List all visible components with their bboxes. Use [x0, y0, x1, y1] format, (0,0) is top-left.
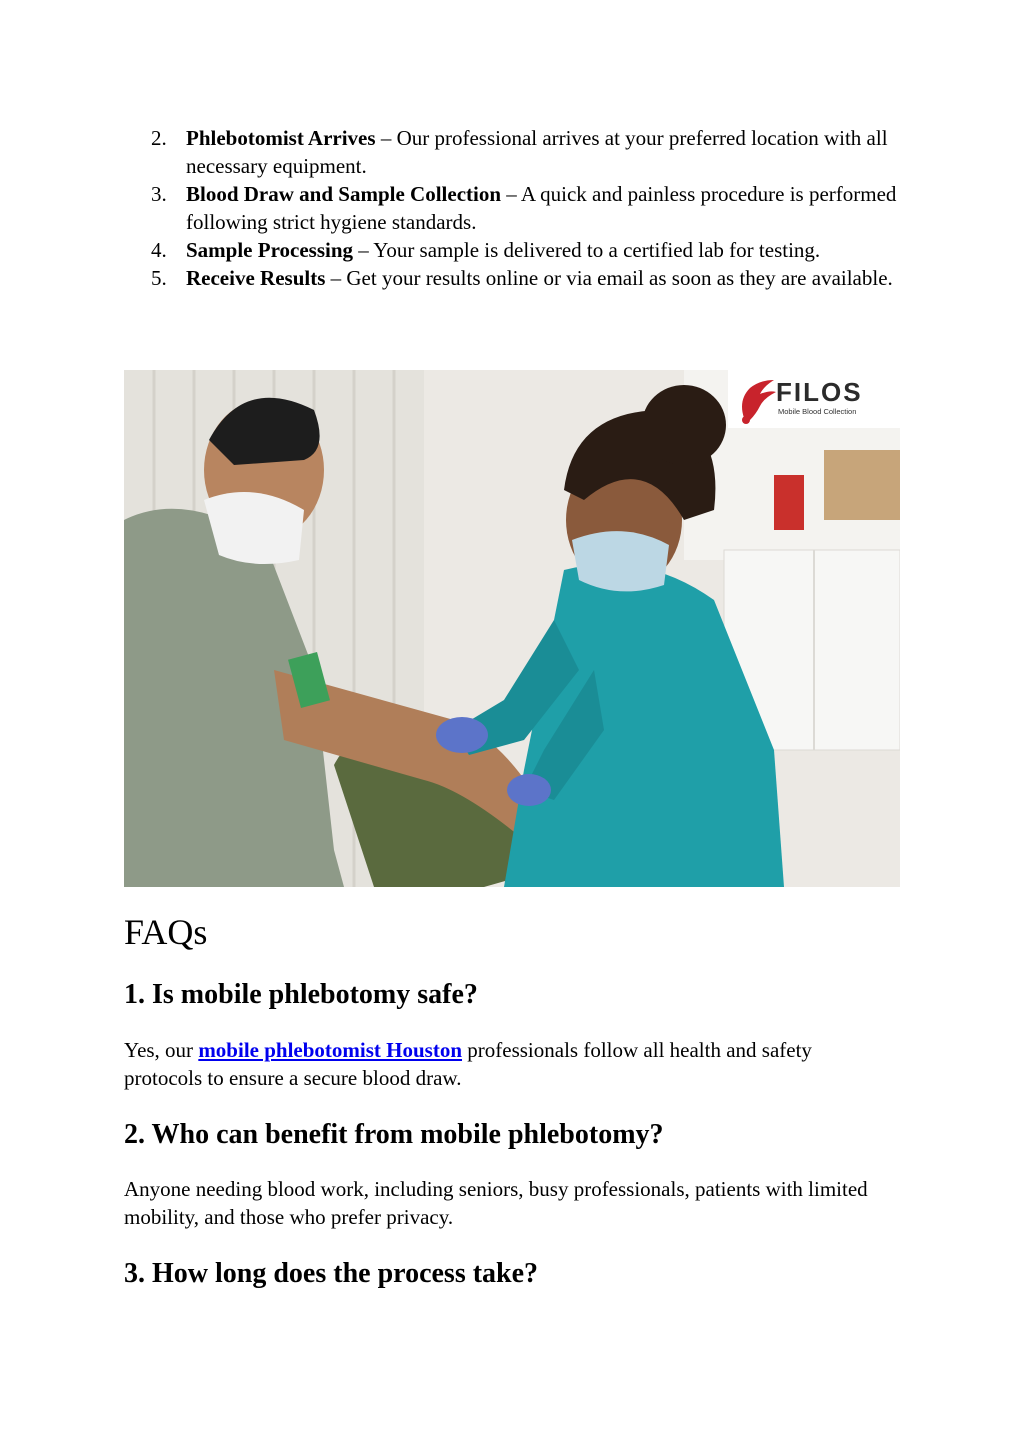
- filos-logo: [728, 370, 900, 428]
- answer-text: professionals follow all health and safety protocols to ensure a secure blood draw.: [124, 1038, 812, 1090]
- step-title: Receive Results: [186, 266, 326, 290]
- step-number: 2.: [151, 126, 167, 150]
- answer-text: Yes, our: [124, 1038, 199, 1062]
- filos-logo-icon: [734, 370, 782, 428]
- faq-answer-2: Anyone needing blood work, including seniors, busy professionals, patients with limited mobility, and those who prefer privacy.: [124, 1177, 868, 1229]
- mobile-phlebotomist-houston-link[interactable]: mobile phlebotomist Houston: [198, 1038, 463, 1062]
- faq-question-1: 1. Is mobile phlebotomy safe?: [124, 979, 478, 1010]
- blood-draw-photo: [124, 370, 900, 887]
- step-item: [151, 264, 916, 292]
- step-number: 5.: [151, 266, 167, 290]
- step-text: – A quick and painless procedure is performed following strict hygiene standards.: [186, 182, 897, 234]
- blood-draw-illustration: [124, 370, 900, 887]
- step-item: [151, 180, 916, 236]
- faq-question-2: 2. Who can benefit from mobile phlebotomy?: [124, 1119, 664, 1150]
- logo-wordmark: FILOS: [776, 377, 863, 407]
- step-number: 3.: [151, 182, 167, 206]
- step-text: – Get your results online or via email as soon as they are available.: [325, 266, 893, 290]
- step-title: Blood Draw and Sample Collection: [186, 182, 502, 206]
- step-title: Phlebotomist Arrives: [186, 126, 376, 150]
- faq-answer-1: [124, 1036, 884, 1092]
- step-text: – Our professional arrives at your preferred location with all necessary equipment.: [186, 126, 888, 178]
- step-number: 4.: [151, 238, 167, 262]
- process-steps-list: [151, 124, 916, 292]
- step-text: – Your sample is delivered to a certified lab for testing.: [353, 238, 821, 262]
- step-item: [151, 124, 916, 180]
- faq-question-3: 3. How long does the process take?: [124, 1258, 539, 1289]
- logo-tagline: Mobile Blood Collection: [778, 407, 857, 416]
- faq-heading: FAQs: [124, 912, 208, 952]
- step-title: Sample Processing: [186, 238, 354, 262]
- step-item: [151, 236, 916, 264]
